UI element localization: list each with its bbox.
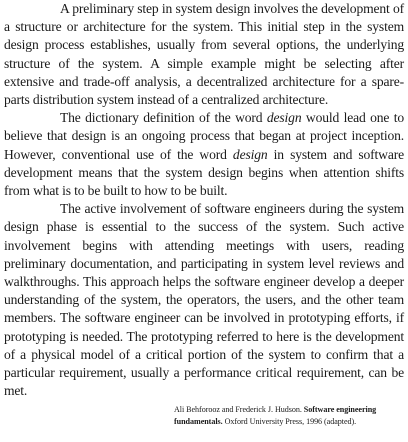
paragraph-2 (4, 109, 404, 200)
article-body (4, 0, 404, 400)
source-citation (174, 404, 406, 427)
paragraph-1: A preliminary step in system design involves the development of a structure or architecture for the system. This initial step in the system design process establishes, usually from several options, the underlying structure of the system. A simple example might be selecting after extensive and trade-off analysis, a decentralized architecture for a spare-parts distribution system instead of a centralized architecture. (4, 1, 404, 108)
emphasis-design-2: design (232, 146, 268, 162)
citation-title: Software engineering fundamentals. (174, 405, 377, 426)
citation-authors: Ali Behforooz and Frederick J. Hudson. (174, 405, 302, 414)
paragraph-2-part-1: The dictionary definition of the word (60, 110, 267, 126)
emphasis-design-1: design (266, 110, 302, 126)
paragraph-3: The active involvement of software engineers during the system design phase is essential to the success of the system. Such active involvement begins with attending meetings with users, reading preliminary documentation, and participating in system level reviews and walkthroughs. This approach helps the software engineer develop a deeper understanding of the system, the operators, the users, and the other team members. The software engineer can be involved in prototyping efforts, if prototyping is needed. The prototyping referred to here is the development of a physical model of a critical portion of the system to confirm that a particular requirement, usually a performance critical requirement, can be met. (4, 201, 404, 399)
citation-publisher: Oxford University Press, 1996 (adapted). (224, 416, 357, 426)
paragraph-2-part-3: in system and software development means that the system design begins when attention shifts from what is to be built to how to be built. (4, 146, 404, 199)
paragraph-2-part-2: would lead one to believe that design is an ongoing process that began at project inception. However, conventional use of the word (4, 110, 404, 162)
